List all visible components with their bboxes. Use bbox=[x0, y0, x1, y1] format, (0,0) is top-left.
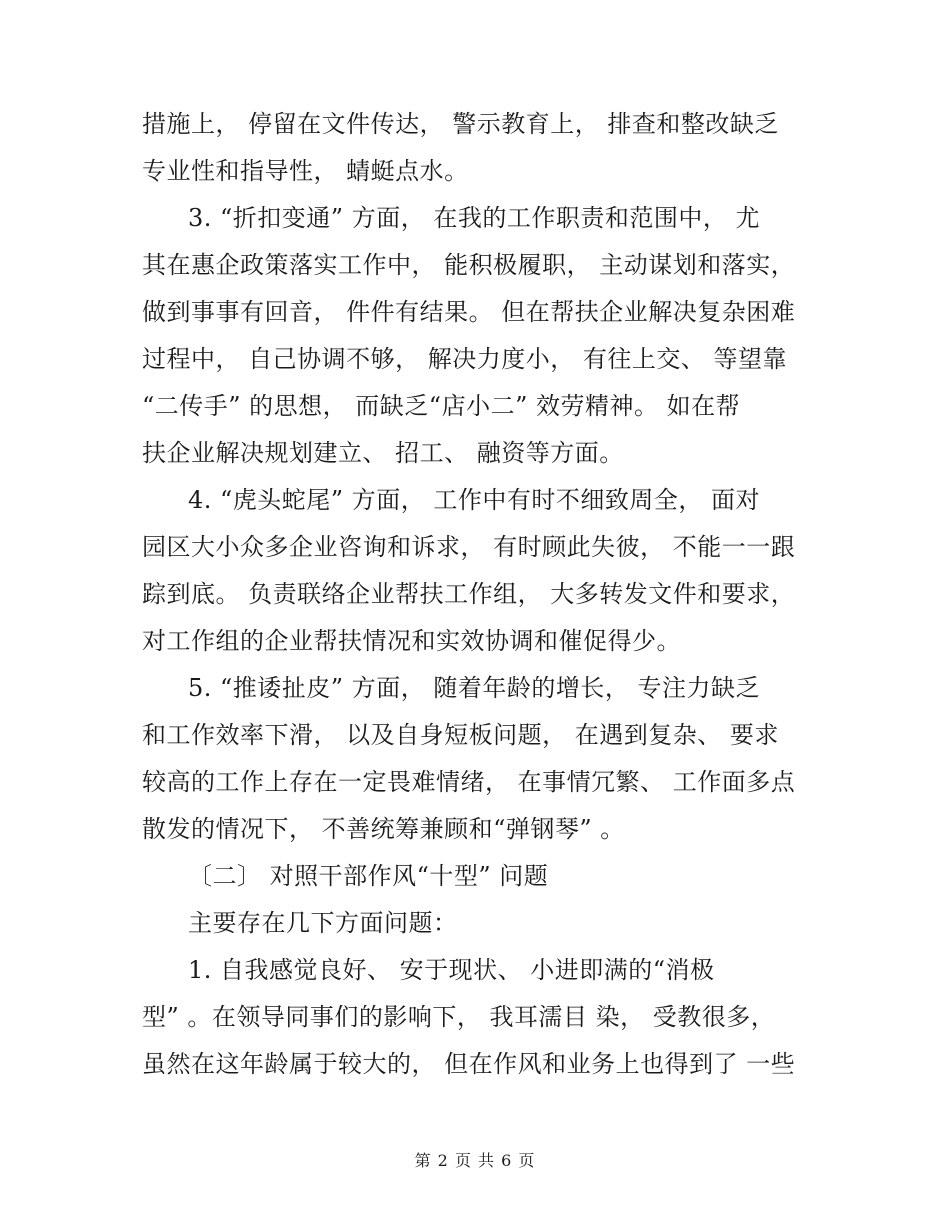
text-line-8: 扶企业解决规划建立、 招工、 融资等方面。 bbox=[142, 439, 624, 467]
text-line-4: 其在惠企政策落实工作中， 能积极履职， 主动谋划和落实， bbox=[142, 251, 796, 279]
text-line-11: 踪到底。 负责联络企业帮扶工作组， 大多转发文件和要求， bbox=[142, 580, 796, 608]
text-line-12: 对工作组的企业帮扶情况和实效协调和催促得少。 bbox=[142, 627, 681, 655]
text-line-21: 虽然在这年龄属于较大的， 但在作风和业务上也得到了 一些 bbox=[142, 1050, 796, 1078]
text-line-9: 4. “虎头蛇尾” 方面， 工作中有时不细致周全， 面对 bbox=[188, 486, 760, 514]
text-line-19: 1. 自我感觉良好、 安于现状、 小进即满的“消极 bbox=[188, 956, 715, 984]
text-line-10: 园区大小众多企业咨询和诉求， 有时顾此失彼， 不能一一跟 bbox=[142, 533, 796, 561]
text-line-15: 较高的工作上存在一定畏难情绪， 在事情冗繁、 工作面多点 bbox=[142, 768, 796, 796]
text-line-14: 和工作效率下滑， 以及自身短板问题， 在遇到复杂、 要求 bbox=[142, 721, 779, 749]
text-line-2: 专业性和指导性， 蜻蜓点水。 bbox=[142, 157, 469, 185]
text-line-18: 主要存在几下方面问题： bbox=[188, 909, 458, 937]
text-line-20: 型” 。在领导同事们的影响下， 我耳濡目 染， 受教很多， bbox=[142, 1003, 776, 1031]
text-line-16: 散发的情况下， 不善统筹兼顾和“弹钢琴” 。 bbox=[142, 815, 625, 843]
page-number-footer: 第 2 页 共 6 页 bbox=[414, 1151, 536, 1170]
section-heading: 〔二〕 对照干部作风“十型” 问题 bbox=[188, 862, 549, 890]
text-line-6: 过程中， 自己协调不够， 解决力度小， 有往上交、 等望靠 bbox=[142, 345, 788, 373]
text-line-13: 5. “推诿扯皮” 方面， 随着年龄的增长， 专注力缺乏 bbox=[188, 674, 760, 702]
text-line-3: 3. “折扣变通” 方面， 在我的工作职责和范围中， 尤 bbox=[188, 204, 760, 232]
text-line-5: 做到事事有回音， 件件有结果。 但在帮扶企业解决复杂困难 bbox=[142, 298, 796, 326]
text-line-1: 措施上， 停留在文件传达， 警示教育上， 排查和整改缺乏 bbox=[142, 110, 779, 138]
text-line-7: “二传手” 的思想， 而缺乏“店小二” 效劳精神。 如在帮 bbox=[142, 392, 741, 420]
